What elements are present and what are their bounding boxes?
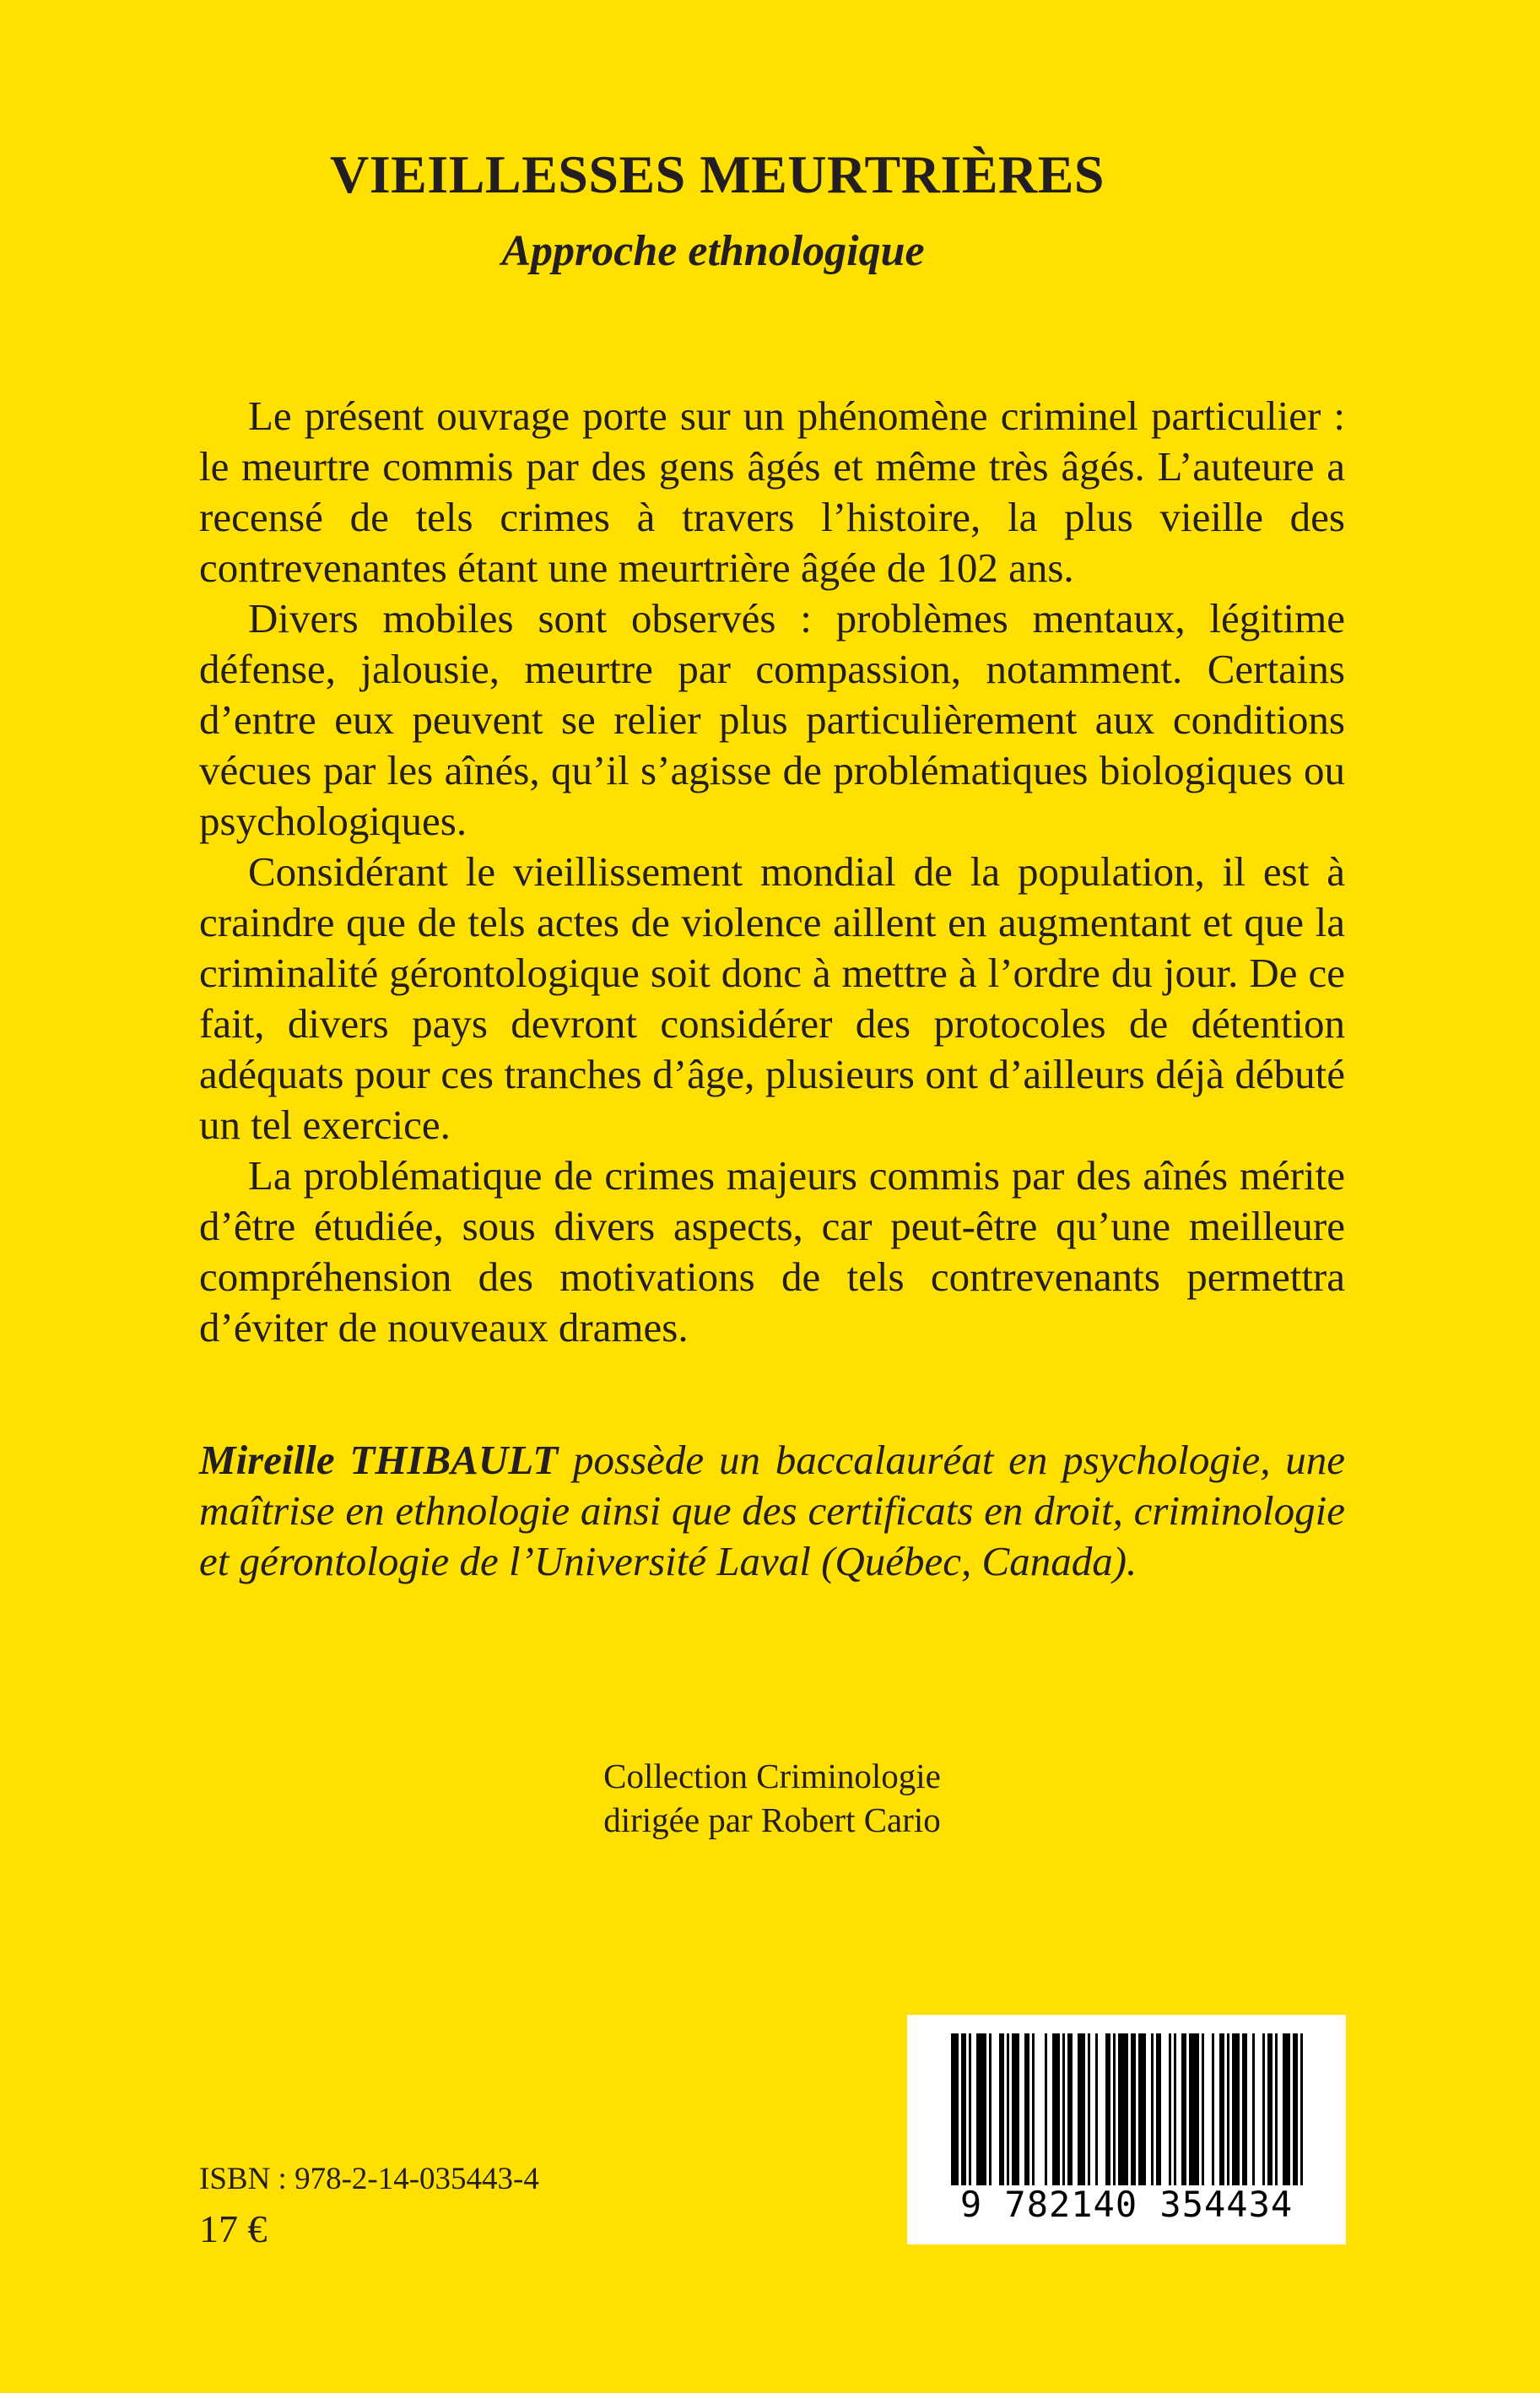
back-cover-summary — [199, 391, 1345, 1353]
isbn: ISBN : 978-2-14-035443-4 — [199, 2162, 539, 2196]
book-title: VIEILLESSES MEURTRIÈRES — [329, 144, 1105, 204]
summary-paragraph: Divers mobiles sont observés : problèmes mentaux, légitime défense, jalousie, meurtre par compassion, notamment. Certains d’entre eux peuvent se relier plus particulièrement aux conditions vécues par les aînés, qu’il s’agisse de problématiques biologiques ou psychologiques. — [199, 595, 1345, 844]
summary-paragraph: Considérant le vieillissement mondial de la population, il est à craindre que de tels actes de violence aillent en augmentant et que la criminalité gérontologique soit donc à mettre à l’ordre du jour. De ce fait, divers pays devront considérer des protocoles de détention adéquats pour ces tranches d’âge, plusieurs ont d’ailleurs déjà débuté un tel exercice. — [199, 848, 1345, 1148]
collection-director: dirigée par Robert Cario — [603, 1800, 941, 1839]
barcode-digits: 9 782140 354434 — [959, 2184, 1294, 2225]
book-subtitle: Approche ethnologique — [501, 227, 925, 275]
collection-name: Collection Criminologie — [603, 1757, 941, 1795]
summary-paragraph: La problématique de crimes majeurs commis par des aînés mérite d’être étudiée, sous divers aspects, car peut-être qu’une meilleure compréhension des motivations de tels contrevenants permettra d’éviter de nouveaux drames. — [199, 1152, 1345, 1351]
barcode — [907, 2015, 1346, 2244]
collection-info — [0, 1754, 1540, 1842]
author-name: Mireille THIBAULT — [199, 1437, 559, 1483]
summary-paragraph: Le présent ouvrage porte sur un phénomène criminel particulier : le meurtre commis par des gens âgés et même très âgés. L’auteure a recensé de tels crimes à travers l’histoire, la plus vieille des contrevenantes étant une meurtrière âgée de 102 ans. — [199, 393, 1345, 591]
author-bio-text: possède un baccalauréat en psychologie, une maîtrise en ethnologie ainsi que des certificats en droit, criminologie et gérontologie de l’Université Laval (Québec, Canada). — [199, 1437, 1345, 1584]
price: 17 € — [199, 2207, 267, 2250]
author-bio — [199, 1435, 1345, 1587]
